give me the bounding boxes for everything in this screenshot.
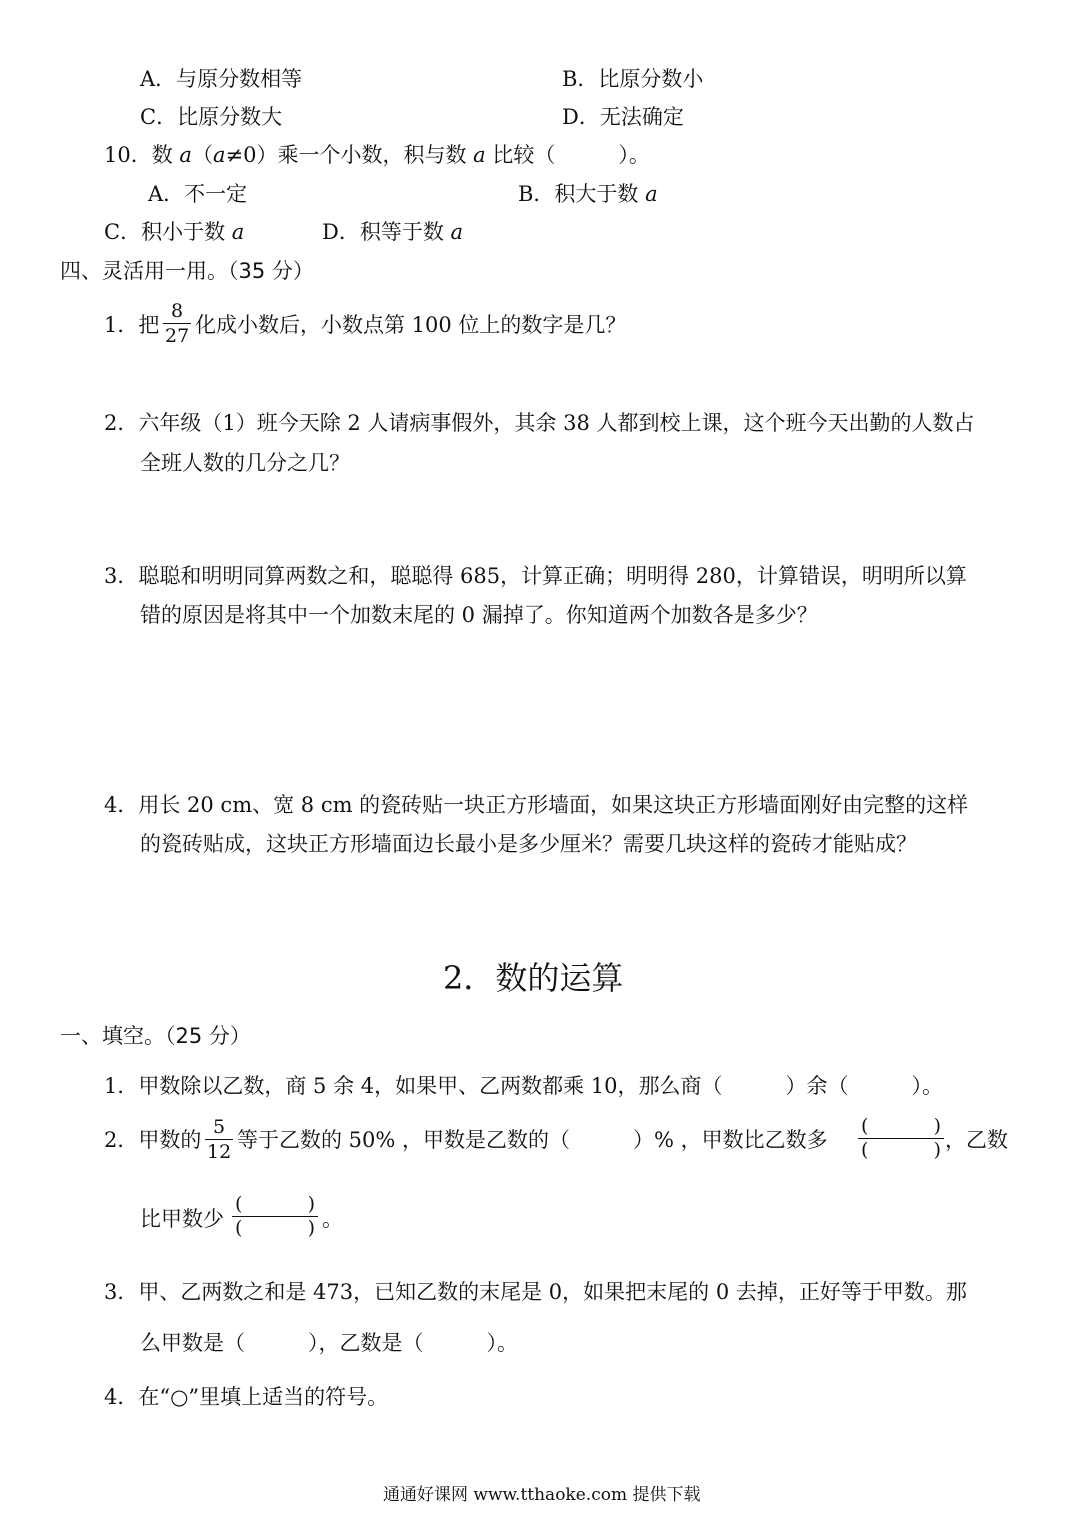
- q10-option-b: B．积大于数 a: [518, 182, 658, 206]
- problem-1-prefix: 1．把: [104, 313, 160, 337]
- problem-2-line-2: 全班人数的几分之几？: [140, 451, 350, 475]
- fill-3-line-2: 么甲数是（ ），乙数是（ ）。: [140, 1331, 518, 1355]
- fill-1: 1．甲数除以乙数，商 5 余 4，如果甲、乙两数都乘 10，那么商（ ）余（ ）。: [104, 1074, 944, 1098]
- fill-2-end: ，乙数: [945, 1128, 1008, 1152]
- q9-option-a: A．与原分数相等: [140, 67, 303, 91]
- fill-3-line-1: 3．甲、乙两数之和是 473，已知乙数的末尾是 0，如果把末尾的 0 去掉，正好等于甲数。那: [104, 1280, 967, 1304]
- problem-1-text: 化成小数后，小数点第 100 位上的数字是几？: [195, 313, 627, 337]
- problem-4-line-1: 4．用长 20 cm、宽 8 cm 的瓷砖贴一块正方形墙面，如果这块正方形墙面刚好由完整的这样: [104, 793, 969, 817]
- fill-4: 4．在“○”里填上适当的符号。: [104, 1385, 389, 1409]
- problem-3-line-1: 3．聪聪和明明同算两数之和，聪聪得 685，计算正确；明明得 280，计算错误，明明所以算: [104, 564, 967, 588]
- q9-option-d: D．无法确定: [562, 105, 684, 129]
- q10-stem: 10．数 a（a≠0）乘一个小数，积与数 a 比较（ ）。: [104, 143, 650, 167]
- fill-2-line-2-prefix: 比甲数少: [140, 1207, 224, 1231]
- blank-fraction-1[interactable]: ( ) ( ): [858, 1116, 944, 1161]
- fill-2-middle: 等于乙数的 50% ，甲数是乙数的（ ）% ，甲数比乙数多: [237, 1128, 828, 1152]
- fraction-8-27: $\frac{8}{27}$: [165, 300, 190, 347]
- section-4-heading: 四、灵活用一用。（35 分）: [60, 259, 314, 283]
- q10-option-d: D．积等于数 a: [322, 220, 464, 244]
- problem-4-line-2: 的瓷砖贴成，这块正方形墙面边长最小是多少厘米？需要几块这样的瓷砖才能贴成？: [140, 832, 917, 856]
- problem-3-line-2: 错的原因是将其中一个加数末尾的 0 漏掉了。你知道两个加数各是多少？: [140, 603, 818, 627]
- fraction-5-12: $\frac{5}{12}$: [207, 1116, 232, 1163]
- fill-2-prefix: 2．甲数的: [104, 1128, 202, 1152]
- chapter-title: 2．数的运算: [443, 959, 624, 997]
- blank-fraction-2[interactable]: ( ) ( ): [232, 1194, 318, 1239]
- q10-option-a: A．不一定: [148, 182, 248, 206]
- q9-option-c: C．比原分数大: [140, 105, 283, 129]
- fill-2-line-2-end: 。: [322, 1207, 343, 1231]
- footer-watermark: 通通好课网 www.tthaoke.com 提供下载: [383, 1485, 701, 1505]
- section-1-heading: 一、填空。（25 分）: [60, 1024, 251, 1048]
- problem-2-line-1: 2．六年级（1）班今天除 2 人请病事假外，其余 38 人都到校上课，这个班今天出勤的人数占: [104, 411, 975, 435]
- q10-option-c: C．积小于数 a: [104, 220, 245, 244]
- q9-option-b: B．比原分数小: [562, 67, 704, 91]
